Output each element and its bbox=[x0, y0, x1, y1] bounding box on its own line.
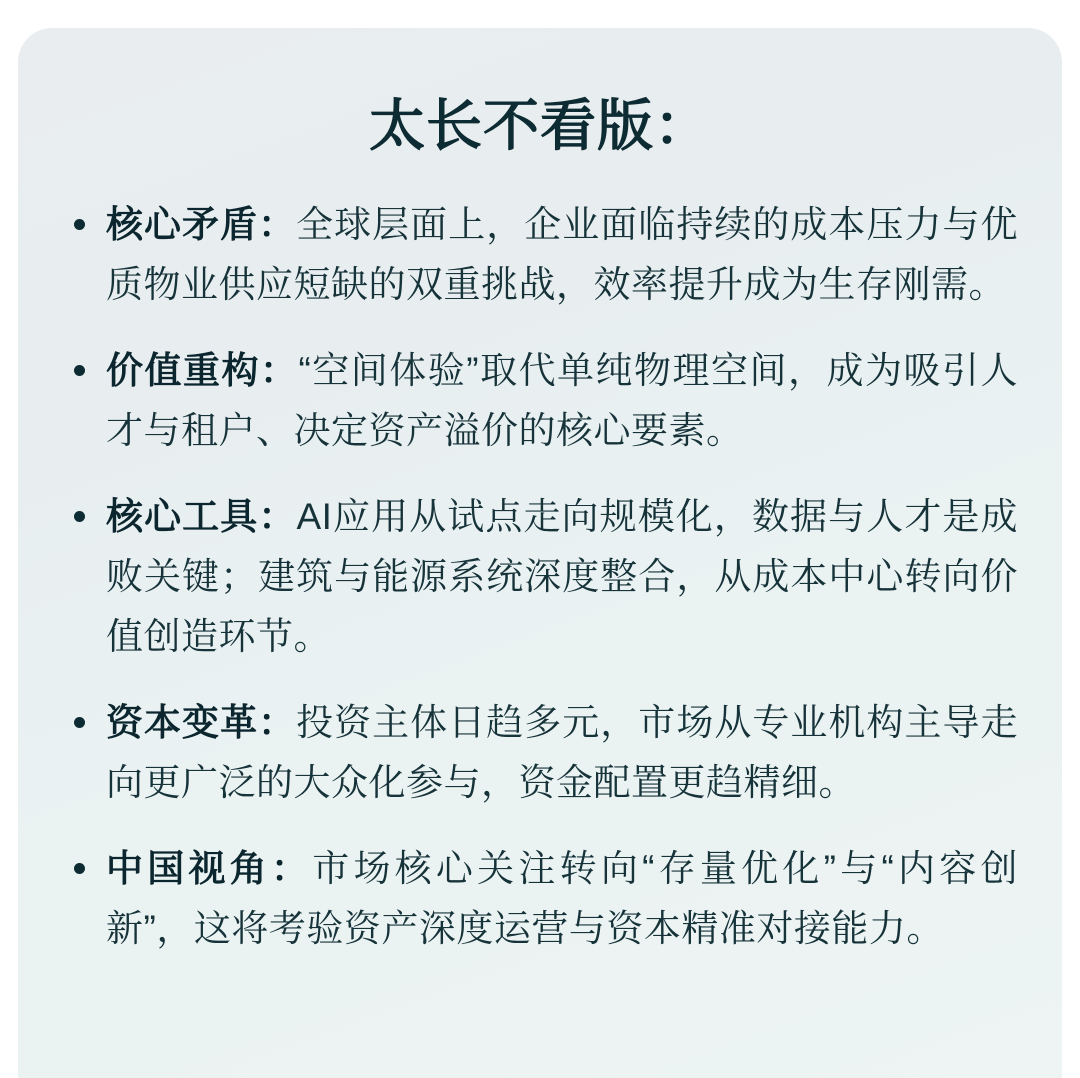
summary-bullet-list bbox=[62, 195, 1018, 958]
list-item bbox=[62, 341, 1018, 461]
list-item-text: “空间体验”取代单纯物理空间，成为吸引人才与租户、决定资产溢价的核心要素。 bbox=[106, 350, 1018, 451]
list-item bbox=[62, 195, 1018, 315]
list-item-text: 市场核心关注转向“存量优化”与“内容创新”，这将考验资产深度运营与资本精准对接能力。 bbox=[106, 847, 1018, 949]
list-item-lead: 资本变革： bbox=[106, 701, 297, 743]
summary-card bbox=[18, 28, 1062, 1078]
list-item-lead: 核心工具： bbox=[106, 495, 297, 537]
list-item-text: AI应用从试点走向规模化，数据与人才是成败关键；建筑与能源系统深度整合，从成本中心转向价值创造环节。 bbox=[106, 495, 1019, 657]
list-item-text: 投资主体日趋多元，市场从专业机构主导走向更广泛的大众化参与，资金配置更趋精细。 bbox=[106, 701, 1018, 803]
page-title: 太长不看版： bbox=[369, 94, 711, 157]
list-item bbox=[62, 487, 1018, 667]
list-item-text: 全球层面上，企业面临持续的成本压力与优质物业供应短缺的双重挑战，效率提升成为生存刚需。 bbox=[106, 204, 1018, 306]
list-item bbox=[62, 839, 1018, 959]
list-item-lead: 中国视角： bbox=[106, 847, 313, 889]
list-item-lead: 核心矛盾： bbox=[106, 204, 297, 246]
list-item-lead: 价值重构： bbox=[106, 350, 299, 392]
list-item bbox=[62, 693, 1018, 813]
